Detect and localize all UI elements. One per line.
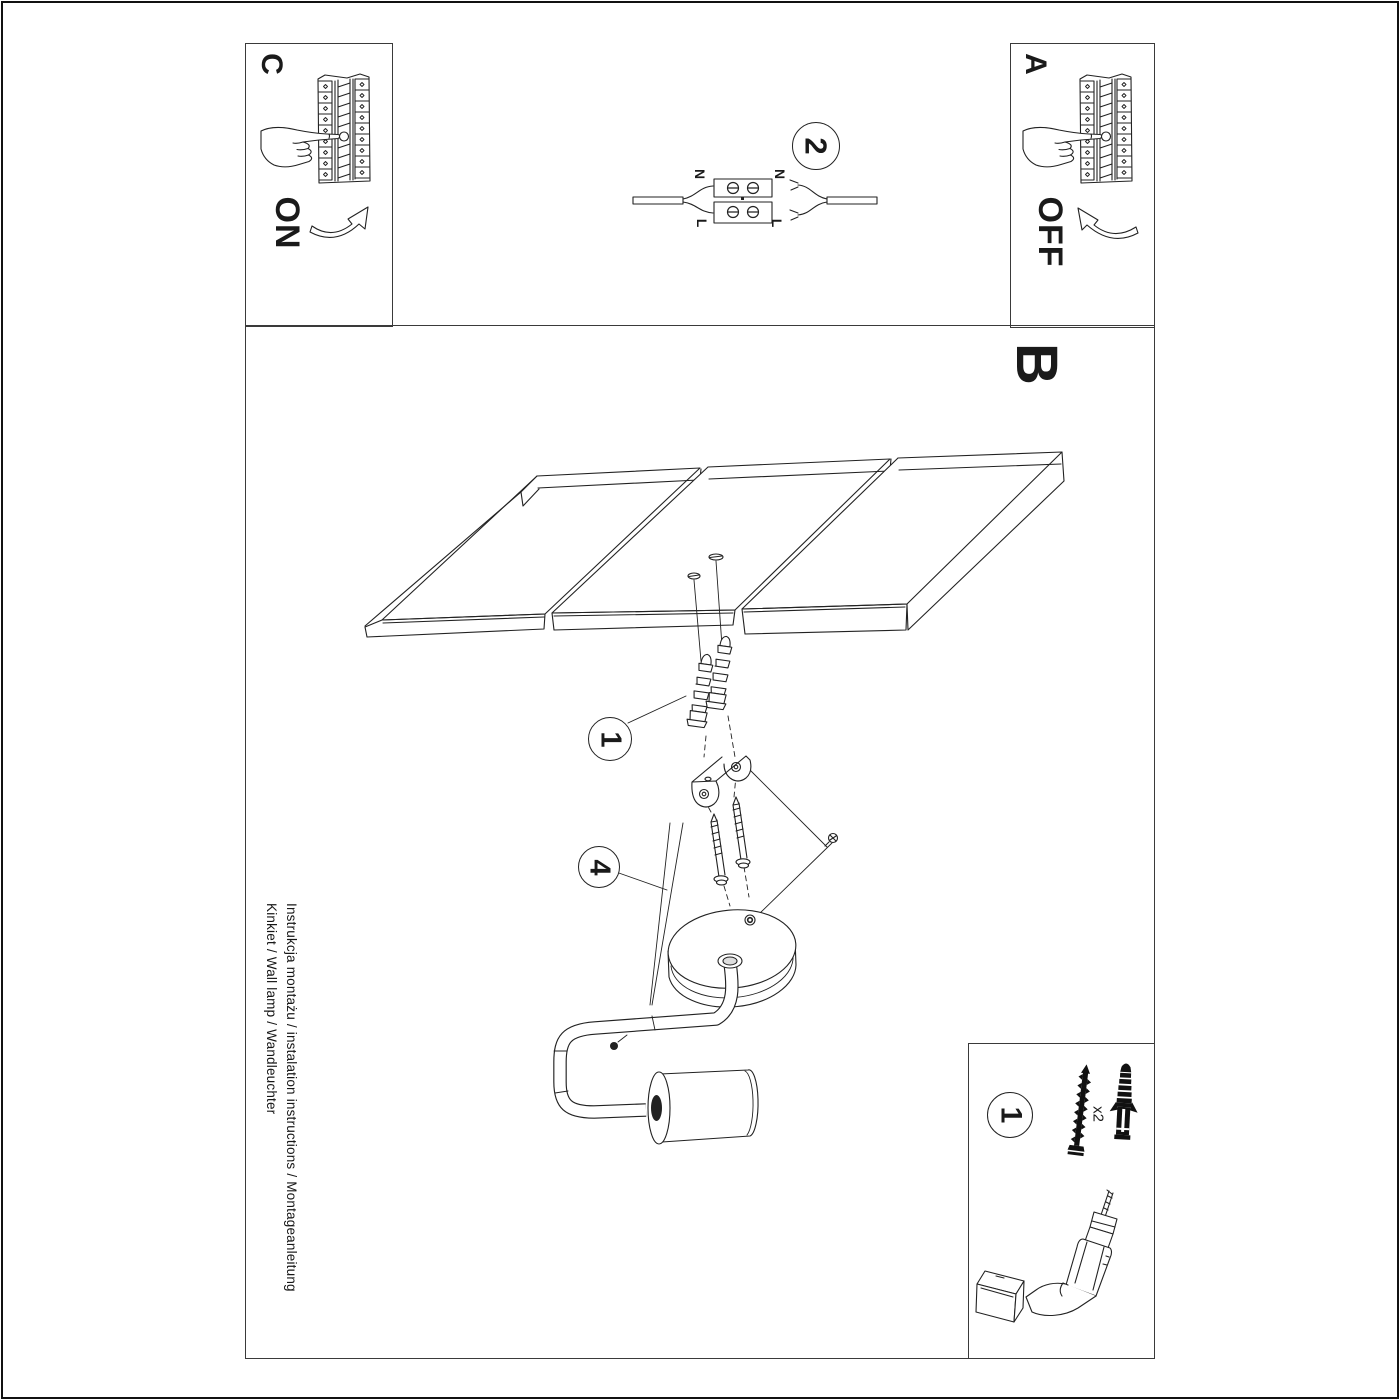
footer-line-1: Instrukcja montażu / instalation instructions / Montageanleitung	[284, 903, 299, 1292]
leader-step4	[616, 872, 667, 890]
lamp-shade	[660, 1070, 758, 1142]
cable-left	[633, 197, 683, 204]
parts-quantity-label: x2	[1089, 1106, 1107, 1122]
terminal-block-top	[714, 179, 772, 197]
parts-anchor-icon	[1108, 1063, 1140, 1140]
step-4-badge: 4	[578, 846, 620, 888]
leader-step1	[628, 696, 686, 723]
arrow-off-icon	[1078, 208, 1138, 238]
cable-right	[827, 197, 877, 204]
screw-left	[711, 814, 728, 885]
wire-n-right-label: N	[772, 168, 788, 180]
arrow-on-icon	[310, 207, 368, 237]
wire-l-right-label: L	[769, 218, 785, 228]
step-a-label: A	[1019, 53, 1052, 75]
step-c-label: C	[255, 53, 288, 75]
on-label: ON	[268, 196, 306, 250]
wiring-illustration	[633, 179, 877, 223]
parts-badge: 1	[987, 1092, 1033, 1138]
off-label: OFF	[1031, 196, 1069, 268]
wall-boards-illustration	[365, 452, 1064, 661]
screw-right	[733, 797, 750, 868]
wire-l-left-label: L	[694, 218, 710, 228]
wall-lamp-illustration	[554, 905, 799, 1144]
step-2-badge: 2	[792, 122, 840, 170]
step-b-label: B	[1004, 343, 1069, 385]
terminal-block-bottom	[714, 202, 772, 223]
step-1-badge: 1	[588, 717, 632, 761]
drill-illustration	[976, 1190, 1117, 1322]
footer-text	[261, 903, 301, 1343]
wire-n-left-label: N	[692, 168, 708, 180]
footer-line-2: Kinkiet / Wall lamp / Wandleuchter	[264, 903, 279, 1115]
bracket-illustration	[692, 756, 751, 807]
